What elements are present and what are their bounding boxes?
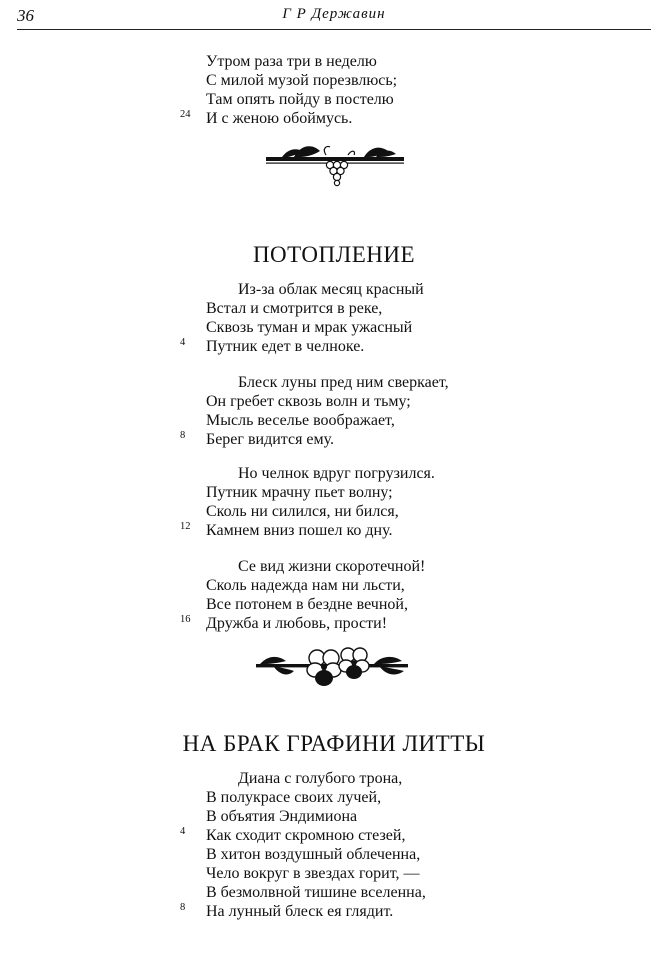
verse-line: В хитон воздушный облеченна, xyxy=(206,846,421,863)
verse-line: Мысль веселье воображает, xyxy=(206,412,395,429)
verse-line: Сколь надежда нам ни льсти, xyxy=(206,577,405,594)
poem-title: ПОТОПЛЕНИЕ xyxy=(252,242,416,267)
poem1-stanza-3 xyxy=(180,464,536,540)
line-number: 12 xyxy=(180,521,191,532)
poem-title: НА БРАК ГРАФИНИ ЛИТТЫ xyxy=(182,731,486,756)
verse-line: Сквозь туман и мрак ужасный xyxy=(206,319,413,336)
grape-vine-ornament-icon xyxy=(264,143,406,187)
verse-line: 8 Берег видится ему. xyxy=(206,430,536,449)
verse-line: 24 И с женою обоймусь. xyxy=(206,109,536,128)
verse-line: Се вид жизни скоротечной! xyxy=(238,558,426,575)
verse-line: Там опять пойду в постелю xyxy=(206,91,394,108)
stanza-top xyxy=(180,52,536,128)
verse-line: Но челнок вдруг погрузился. xyxy=(238,465,435,482)
poem2-stanza xyxy=(180,769,536,921)
page-number: 36 xyxy=(17,6,34,25)
verse-line: Сколь ни силился, ни бился, xyxy=(206,503,399,520)
verse-line: Все потонем в бездне вечной, xyxy=(206,596,408,613)
poem1-stanza-2 xyxy=(180,373,536,449)
verse-line: 4 Путник едет в челноке. xyxy=(206,337,536,356)
poem1-stanza-4 xyxy=(180,557,536,633)
verse-line: 4 Как сходит скромною стезей, xyxy=(206,826,536,845)
line-number: 8 xyxy=(180,430,186,441)
verse-line: Утром раза три в неделю xyxy=(206,53,377,70)
verse-line: С милой музой порезвлюсь; xyxy=(206,72,398,89)
pansy-flowers-ornament-icon xyxy=(254,643,410,689)
verse-line: В безмолвной тишине вселенна, xyxy=(206,884,426,901)
verse-line: 16 Дружба и любовь, прости! xyxy=(206,614,536,633)
verse-line: 8 На лунный блеск ея глядит. xyxy=(206,902,536,921)
verse-line: Блеск луны пред ним сверкает, xyxy=(238,374,449,391)
running-head: Г Р Державин xyxy=(282,6,386,22)
page-header xyxy=(17,6,651,28)
verse-line: Встал и смотрится в реке, xyxy=(206,300,383,317)
line-number: 4 xyxy=(180,826,186,837)
verse-line: Диана с голубого трона, xyxy=(238,770,403,787)
verse-line: Он гребет сквозь волн и тьму; xyxy=(206,393,411,410)
header-rule xyxy=(17,29,651,30)
line-number: 4 xyxy=(180,337,186,348)
verse-line: Путник мрачну пьет волну; xyxy=(206,484,393,501)
line-number: 16 xyxy=(180,614,191,625)
verse-line: Из-за облак месяц красный xyxy=(238,281,424,298)
verse-line: Чело вокруг в звездах горит, — xyxy=(206,865,420,882)
verse-line: В полукрасе своих лучей, xyxy=(206,789,382,806)
line-number: 8 xyxy=(180,902,186,913)
poem1-stanza-1 xyxy=(180,280,536,356)
verse-line: В объятия Эндимиона xyxy=(206,808,358,825)
verse-line: 12 Камнем вниз пошел ко дну. xyxy=(206,521,536,540)
line-number: 24 xyxy=(180,109,191,120)
